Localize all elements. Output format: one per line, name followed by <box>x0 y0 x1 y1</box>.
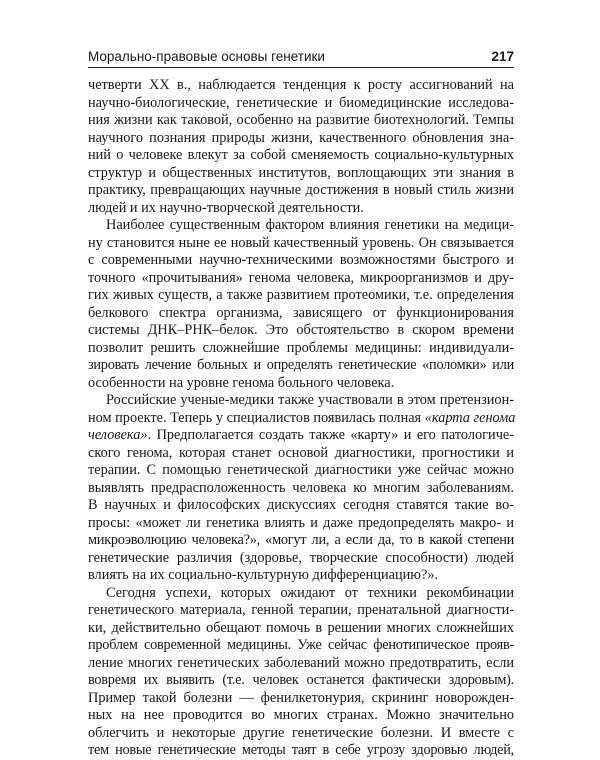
text-line: вовремя их выявить (т.е. человек останется фактически здоровым). <box>88 672 514 688</box>
text-line: точного «прочитывания» генома человека, микроорганизмов и дру- <box>88 269 514 286</box>
text-line: людей и их научно-творческой деятельности. <box>88 199 364 216</box>
text-line: ну становится ныне ее новый качественный уровень. Он связывается <box>88 234 514 251</box>
text-line: терапии. С помощью генетической диагностики уже сейчас можно <box>88 462 514 478</box>
text-line: структур и общественных институтов, воплощающих эти знания в <box>88 164 514 181</box>
paragraph-2 <box>88 217 514 392</box>
text-line: ния жизни как таковой, особенно на развитие биотехнологий. Темпы <box>88 112 514 128</box>
text-line: белкового спектра организма, зависящего от функционирования <box>88 304 514 321</box>
text-line: зировать лечение больных и определять генетические «поломки» или <box>88 357 514 373</box>
text-line: с современными научно-техническими возможностями быстрого и <box>88 252 514 268</box>
text-run: . Предполагается создать также «карту» и его патологиче- <box>147 427 514 443</box>
text-line: Российские ученые-медики также участвовали в этом претензион- <box>106 392 514 408</box>
text-line: тем новые генетические методы таят в себе угрозу здоровью людей, <box>88 742 514 758</box>
text-line: выявлять предрасположенность человека ко многим заболеваниям. <box>88 479 514 496</box>
text-line: ных на нее проводится во многих странах. Можно значительно <box>88 707 514 723</box>
text-line: ний о человеке влекут за собой сменяемость социально-культурных <box>88 147 514 163</box>
text-line: особенности на уровне генома больного человека. <box>88 374 395 391</box>
text-line: ского генома, которая станет основой диагностики, прогностики и <box>88 444 514 461</box>
text-line: проблем современной медицины. Уже сейчас фенотипическое прояв- <box>88 637 514 653</box>
text-line: Наиболее существенным фактором влияния генетики на медици- <box>106 217 514 233</box>
running-header <box>88 49 514 71</box>
header-rule <box>88 67 514 68</box>
paragraph-1 <box>88 77 514 217</box>
text-run: ном проекте. Теперь у специалистов появилась полная <box>88 409 425 426</box>
text-line: генетического материала, генной терапии, пренатальной диагности- <box>88 602 514 618</box>
text-line: позволит решить сложнейшие проблемы медицины: индивидуали- <box>88 339 514 356</box>
page-number: 217 <box>491 49 514 64</box>
text-line: просы: «может ли генетика влиять и даже предопределять макро- и <box>88 514 514 531</box>
italic-phrase: «карта генома <box>424 409 516 426</box>
text-line-with-italic <box>88 427 514 445</box>
text-line: Пример такой болезни — фенилкетонурия, скрининг новорожден- <box>88 689 514 706</box>
text-line: В научных и философских дискуссиях сегодня ставятся такие во- <box>88 497 514 513</box>
text-line: Сегодня успехи, которых ожидают от техники рекомбинации <box>106 584 514 601</box>
text-line: практику, превращающих научные достижения в новый стиль жизни <box>88 182 514 198</box>
italic-phrase: человека» <box>88 427 148 443</box>
text-line: микроэволюцию человека?», «могут ли, а если да, то в какой степени <box>88 532 514 548</box>
running-header-title: Морально-правовые основы генетики <box>88 49 325 64</box>
text-line: облегчить и некоторые другие генетические болезни. И вместе с <box>88 724 514 741</box>
text-line: четверти XX в., наблюдается тенденция к росту ассигнований на <box>88 77 514 93</box>
text-line: гих живых существ, а также развитием протеомики, т.е. определения <box>88 287 514 303</box>
text-line: научно-биологические, генетические и биомедицинские исследова- <box>88 94 514 111</box>
body-text <box>88 77 514 760</box>
text-line: ки, действительно обещают помочь в решении многих сложнейших <box>88 619 514 636</box>
text-line-with-italic <box>88 410 514 428</box>
text-line: генетические различия (здоровье, творческие способности) людей <box>88 549 514 566</box>
paragraph-3 <box>88 392 514 585</box>
text-line: влиять на их социально-культурную дифференциацию?». <box>88 567 439 583</box>
paragraph-4 <box>88 585 514 760</box>
text-line: ление многих генетических заболеваний можно предотвратить, если <box>88 654 514 671</box>
text-line: научного познания природы жизни, качественного обновления зна- <box>88 129 514 146</box>
text-line: системы ДНК–РНК–белок. Это обстоятельство в скором времени <box>88 322 514 338</box>
